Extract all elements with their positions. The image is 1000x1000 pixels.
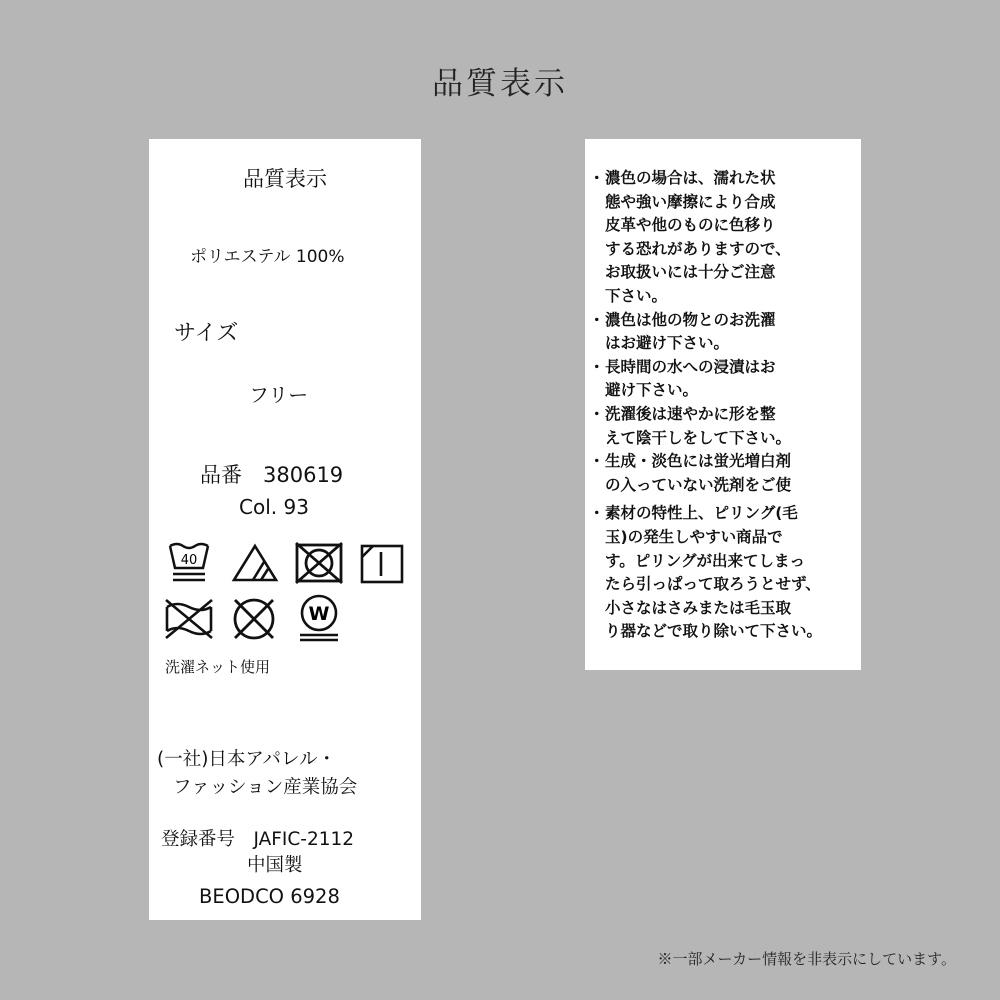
care-item: ・ 濃色は他の物とのお洗濯 はお避け下さい。 [593, 309, 857, 356]
size-value: フリー [249, 383, 309, 407]
care-item: ・ 濃色の場合は、濡れた状 態や強い摩擦により合成 皮革や他のものに色移り する恐れがありますので、 お取扱いには十分ご注意 下さい。 [593, 167, 857, 309]
care-item: ・ 洗濯後は速やかに形を整 えて陰干しをして下さい。 [593, 403, 857, 450]
product-code: BEODCO 6928 [199, 885, 340, 908]
registration-number: 登録番号 JAFIC-2112 [161, 829, 355, 850]
composition-text: ポリエステル 100% [190, 247, 345, 267]
size-heading: サイズ [174, 321, 239, 346]
quality-label-tag [149, 139, 421, 920]
item-number: 品番 380619 [200, 463, 344, 487]
no-tumble-dry-icon [293, 541, 345, 585]
care-item: ・ 生成・淡色には蛍光増白剤 の入っていない洗剤をご使 [593, 450, 857, 497]
wash-temp-text: 40 [180, 553, 198, 568]
no-wring-icon [163, 597, 215, 641]
association-line-1: (一社)日本アパレル・ [157, 749, 336, 770]
country-of-origin: 中国製 [247, 855, 303, 876]
no-dry-clean-icon [229, 595, 279, 643]
wet-clean-gentle-icon [295, 593, 343, 643]
footnote: ※一部メーカー情報を非表示にしています。 [657, 950, 956, 968]
bleach-oxygen-only-icon [231, 543, 279, 583]
svg-text:W: W [308, 603, 330, 625]
line-dry-shade-icon [359, 543, 405, 585]
care-instructions-list [593, 167, 857, 644]
care-item: ・ 素材の特性上、ピリング(毛 玉)の発生しやすい商品で す。ピリングが出来てしまっ たら引っぱって取ろうとせず、 小さなはさみまたは毛玉取 り器などで取り除いて下さい。 [593, 502, 857, 644]
wash-net-note: 洗濯ネット使用 [165, 658, 271, 676]
color-code: Col. 93 [239, 495, 309, 519]
wash-40-icon [167, 540, 211, 584]
care-instructions-tag [585, 139, 861, 670]
label-title: 品質表示 [243, 167, 327, 191]
care-item: ・ 長時間の水への浸漬はお 避け下さい。 [593, 356, 857, 403]
association-line-2: ファッション産業協会 [173, 777, 358, 798]
page-title: 品質表示 [432, 66, 568, 102]
